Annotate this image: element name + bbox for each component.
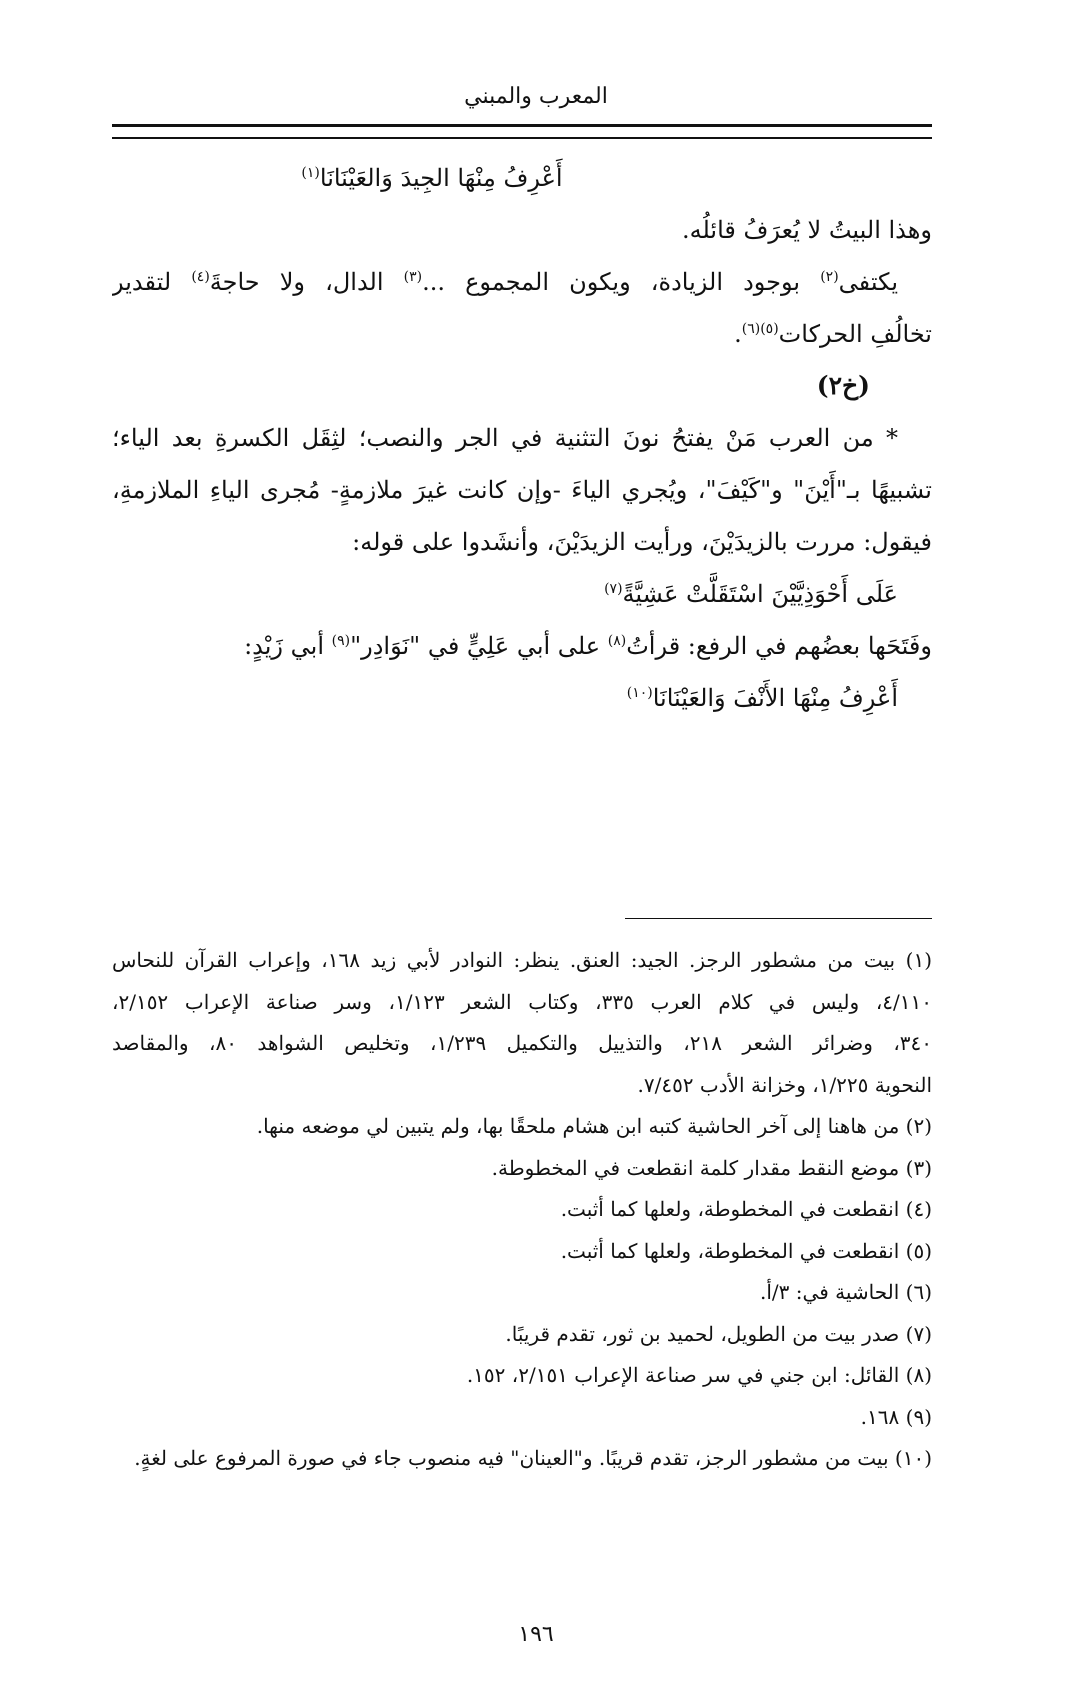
- footnote-ref: (٢): [820, 269, 839, 285]
- text-line: تشبيهًا بـ"أَيْنَ" و"كَيْفَ"، ويُجري الياءَ -وإن كانت غيرَ ملازمةٍ- مُجرى الياءِ الملازمةِ،: [112, 476, 932, 504]
- footnote-ref: (٤): [191, 269, 210, 285]
- header-rule-thick: [112, 124, 932, 127]
- text-span: على أبي عَلِيٍّ في "نَوَادِر": [350, 632, 608, 660]
- footnote-ref: (١٠): [626, 685, 653, 701]
- footnote-line: ٤/١١٠، وليس في كلام العرب ٣٣٥، وكتاب الشعر ١/١٢٣، وسر صناعة الإعراب ٢/١٥٢،: [112, 989, 932, 1014]
- text-line: * من العرب مَنْ يفتحُ نونَ التثنية في الجر والنصب؛ لثِقَل الكسرةِ بعد الياء؛: [112, 424, 898, 452]
- text-line: فيقول: مررت بالزيدَيْنَ، ورأيت الزيدَيْنَ، وأنشَدوا على قوله:: [352, 528, 932, 556]
- footnote-line: (٥) انقطعت في المخطوطة، ولعلها كما أثبت.: [560, 1238, 932, 1263]
- footnote-line: ٣٤٠، وضرائر الشعر ٢١٨، والتذييل والتكميل ١/٢٣٩، وتخليص الشواهد ٨٠، والمقاصد: [112, 1031, 932, 1055]
- text-span: وفَتَحَها بعضُهم في الرفع: قرأتُ: [626, 632, 932, 660]
- header-rule-thin: [112, 137, 932, 139]
- verse-line: [112, 568, 932, 620]
- footnote-line: (٦) الحاشية في: ٣/أ.: [760, 1280, 932, 1304]
- footnote-line: (١) بيت من مشطور الرجز. الجيد: العنق. ينظر: النوادر لأبي زيد ١٦٨، وإعراب القرآن للنحاس: [112, 948, 932, 972]
- text-line: [112, 308, 932, 360]
- text-line: وهذا البيتُ لا يُعرَفُ قائلُه.: [681, 216, 932, 244]
- text-line: [112, 620, 932, 672]
- section-heading: (خ٢): [816, 371, 870, 400]
- running-head: المعرب والمبني: [464, 84, 608, 109]
- footnote-line: (٣) موضع النقط مقدار كلمة انقطعت في المخطوطة.: [491, 1155, 932, 1180]
- verse-line: [112, 672, 932, 724]
- footnote-ref: (٨): [607, 633, 627, 649]
- text-span: .: [734, 320, 742, 348]
- verse-text: أَعْرِفُ مِنْهَا الجِيدَ وَالعَيْنَانَا: [319, 164, 563, 192]
- main-text: [112, 152, 932, 724]
- text-span: تخالُفِ الحركات: [778, 320, 932, 348]
- footnote-line: (٢) من هاهنا إلى آخر الحاشية كتبه ابن هشام ملحقًا بها، ولم يتبين لي موضعه منها.: [256, 1114, 932, 1138]
- footnote-line: (٤) انقطعت في المخطوطة، ولعلها كما أثبت.: [560, 1197, 932, 1221]
- footnote-separator: [625, 918, 932, 919]
- footnote-line: (٧) صدر بيت من الطويل، لحميد بن ثور، تقدم قريبًا.: [505, 1321, 932, 1346]
- verse-text: أَعْرِفُ مِنْهَا الأَنْفَ وَالعَيْنَانَا: [652, 684, 898, 712]
- text-span: يكتفى: [838, 268, 898, 296]
- page-number: ١٩٦: [518, 1622, 554, 1647]
- verse-text: عَلَى أَحْوَذِيَّيْنَ اسْتَقَلَّتْ عَشِيَّةً: [622, 580, 898, 608]
- footnote-line: (٩) ١٦٨.: [860, 1404, 932, 1429]
- text-line: [112, 256, 932, 308]
- footnote-ref: (٩): [331, 633, 351, 649]
- footnote-ref: (٥)(٦): [741, 321, 779, 337]
- footnote-line: (٨) القائل: ابن جني في سر صناعة الإعراب ٢/١٥١، ١٥٢.: [466, 1363, 932, 1387]
- footnote-ref: (٧): [604, 581, 623, 597]
- footnotes: [112, 940, 932, 1480]
- verse-line: [112, 152, 932, 204]
- text-span: لتقدير: [112, 268, 192, 296]
- text-span: أبي زَيْدٍ:: [244, 632, 332, 660]
- text-span: بوجود الزيادة، ويكون المجموع ...: [422, 268, 821, 296]
- text-span: الدال، ولا حاجةَ: [209, 268, 404, 296]
- footnote-ref: (٣): [403, 269, 423, 285]
- footnote-ref: (١): [301, 165, 320, 181]
- footnote-line: (١٠) بيت من مشطور الرجز، تقدم قريبًا. و"العينان" فيه منصوب جاء في صورة المرفوع على لغةٍ.: [134, 1446, 932, 1470]
- footnote-line: النحوية ١/٢٢٥، وخزانة الأدب ٧/٤٥٢.: [637, 1072, 932, 1097]
